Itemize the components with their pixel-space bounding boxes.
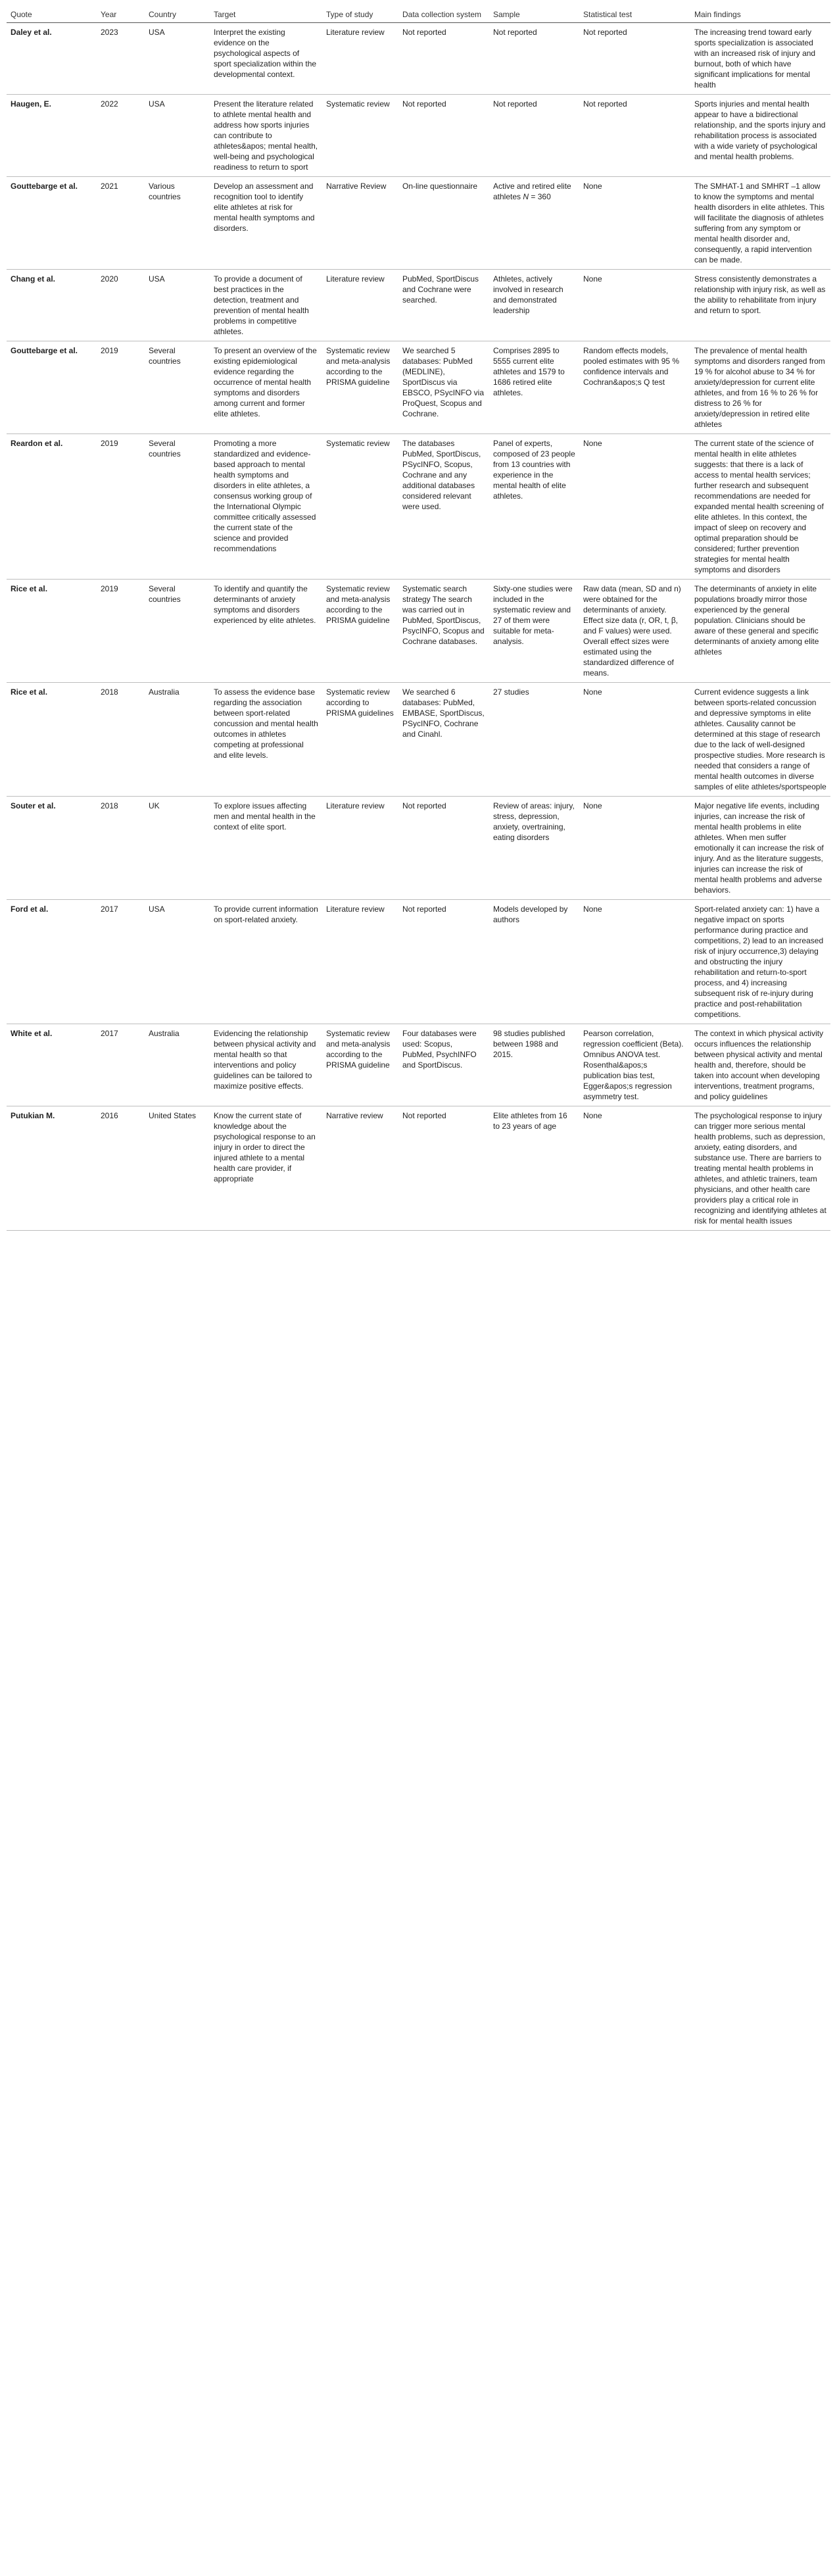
cell-main: The determinants of anxiety in elite populations broadly mirror those experienced by the general population. Clinicians should be aware of these general and specific determinants of anxiety among elite athletes	[690, 580, 830, 683]
cell-year: 2019	[97, 341, 145, 434]
cell-data: On-line questionnaire	[398, 177, 489, 270]
cell-data: Not reported	[398, 95, 489, 177]
cell-main: Sports injuries and mental health appear to have a bidirectional relationship, and the sports injury and rehabilitation process is associated with a wide variety of psychological and mental health problems.	[690, 95, 830, 177]
cell-quote: Rice et al.	[7, 683, 97, 797]
header-year: Year	[97, 7, 145, 23]
cell-main: Sport-related anxiety can: 1) have a negative impact on sports performance during practice and competitions, 2) lead to an increased risk of injury occurrence,3) delaying and obstructing the injury rehabilitation and return-to-sport process, and 4) increasing subsequent risk of re-injury during practice and post-rehabilitation competitions.	[690, 900, 830, 1024]
cell-type: Literature review	[322, 270, 398, 341]
cell-quote: Reardon et al.	[7, 434, 97, 580]
cell-year: 2018	[97, 683, 145, 797]
cell-data: Not reported	[398, 797, 489, 900]
header-data-collection: Data collection system	[398, 7, 489, 23]
cell-stat: None	[579, 270, 690, 341]
cell-data: Not reported	[398, 1106, 489, 1231]
cell-data: We searched 5 databases: PubMed (MEDLINE), SportDiscus via EBSCO, PSycINFO via ProQuest, Scopus and Cochrane.	[398, 341, 489, 434]
cell-data: The databases PubMed, SportDiscus, PSycINFO, Scopus, Cochrane and any additional databases considered relevant were used.	[398, 434, 489, 580]
cell-type: Narrative Review	[322, 177, 398, 270]
cell-target: Present the literature related to athlete mental health and address how sports injuries can contribute to athletes&apos; mental health, well-being and psychological readiness to return to sport	[210, 95, 322, 177]
cell-stat: Pearson correlation, regression coefficient (Beta). Omnibus ANOVA test. Rosenthal&apos;s publication bias test, Egger&apos;s regression asymmetry test.	[579, 1024, 690, 1106]
cell-type: Literature review	[322, 900, 398, 1024]
cell-country: Australia	[145, 1024, 210, 1106]
cell-main: The SMHAT-1 and SMHRT –1 allow to know the symptoms and mental health disorders in elite athletes. This will facilitate the diagnosis of athletes suffering from any symptom or mental health disorder and, consequently, a rapid intervention can be made.	[690, 177, 830, 270]
cell-quote: Daley et al.	[7, 23, 97, 95]
cell-data: Four databases were used: Scopus, PubMed, PsychINFO and SportDiscus.	[398, 1024, 489, 1106]
table-row	[7, 1024, 830, 1106]
cell-country: USA	[145, 23, 210, 95]
table-row	[7, 900, 830, 1024]
cell-data: Systematic search strategy The search was carried out in PubMed, SportDiscus, PsycINFO, Scopus and Cochrane databases.	[398, 580, 489, 683]
cell-data: Not reported	[398, 23, 489, 95]
cell-country: USA	[145, 270, 210, 341]
cell-sample: Panel of experts, composed of 23 people from 13 countries with experience in the mental health of elite athletes.	[489, 434, 579, 580]
cell-type: Systematic review	[322, 95, 398, 177]
cell-stat: Not reported	[579, 95, 690, 177]
cell-year: 2017	[97, 1024, 145, 1106]
cell-sample: Review of areas: injury, stress, depression, anxiety, overtraining, eating disorders	[489, 797, 579, 900]
cell-stat: Not reported	[579, 23, 690, 95]
cell-sample: Not reported	[489, 95, 579, 177]
cell-sample: 27 studies	[489, 683, 579, 797]
sample-count: = 360	[529, 192, 551, 201]
table-row	[7, 797, 830, 900]
cell-quote: Putukian M.	[7, 1106, 97, 1231]
cell-type: Narrative review	[322, 1106, 398, 1231]
cell-stat: None	[579, 434, 690, 580]
cell-main: The prevalence of mental health symptoms and disorders ranged from 19 % for alcohol abuse to 34 % for anxiety/depression for current elite athletes, and from 16 % to 26 % for distress to 26 % for anxiety/depression in retired elite athletes	[690, 341, 830, 434]
cell-country: USA	[145, 900, 210, 1024]
cell-main: The current state of the science of mental health in elite athletes suggests: that there is a lack of access to mental health services; further research and subsequent recommendations are needed for expanded mental health screening of elite athletes. In this context, the impact of sleep on recovery and optimal preparation should be considered; further prevention strategies for mental health symptoms and disorders	[690, 434, 830, 580]
cell-data: We searched 6 databases: PubMed, EMBASE, SportDiscus, PSycINFO, Cochrane and Cinahl.	[398, 683, 489, 797]
cell-main: The context in which physical activity occurs influences the relationship between physical activity and mental health and, therefore, should be taken into account when developing interventions, treatment programs, and policy guidelines	[690, 1024, 830, 1106]
cell-main: Current evidence suggests a link between sports-related concussion and depressive symptoms in elite athletes. Causality cannot be determined at this stage of research due to the lack of well-designed prospective studies. More research is needed that considers a range of mental health outcomes in diverse samples of elite athletes/sportspeople	[690, 683, 830, 797]
cell-stat: None	[579, 797, 690, 900]
cell-year: 2021	[97, 177, 145, 270]
cell-year: 2022	[97, 95, 145, 177]
table-body	[7, 23, 830, 1231]
cell-country: Australia	[145, 683, 210, 797]
cell-type: Systematic review and meta-analysis according to the PRISMA guideline	[322, 580, 398, 683]
header-target: Target	[210, 7, 322, 23]
table-row	[7, 683, 830, 797]
table-row	[7, 23, 830, 95]
cell-target: To identify and quantify the determinants of anxiety symptoms and disorders experienced by elite athletes.	[210, 580, 322, 683]
cell-stat: None	[579, 900, 690, 1024]
cell-sample: Elite athletes from 16 to 23 years of age	[489, 1106, 579, 1231]
table-row	[7, 95, 830, 177]
header-main-findings: Main findings	[690, 7, 830, 23]
cell-target: Develop an assessment and recognition tool to identify elite athletes at risk for mental health symptoms and disorders.	[210, 177, 322, 270]
cell-type: Literature review	[322, 23, 398, 95]
cell-type: Systematic review	[322, 434, 398, 580]
cell-target: To explore issues affecting men and mental health in the context of elite sport.	[210, 797, 322, 900]
header-statistical-test: Statistical test	[579, 7, 690, 23]
cell-main: Stress consistently demonstrates a relationship with injury risk, as well as the ability to rehabilitate from injury and return to sport.	[690, 270, 830, 341]
cell-sample: Sixty-one studies were included in the systematic review and 27 of them were suitable for meta-analysis.	[489, 580, 579, 683]
table-row	[7, 341, 830, 434]
cell-target: Promoting a more standardized and evidence-based approach to mental health symptoms and disorders in elite athletes, a consensus working group of the International Olympic committee critically assessed the current state of the science and provided recommendations	[210, 434, 322, 580]
cell-quote: Gouttebarge et al.	[7, 177, 97, 270]
cell-country: Several countries	[145, 341, 210, 434]
header-row	[7, 7, 830, 23]
cell-target: Know the current state of knowledge about the psychological response to an injury in order to direct the injured athlete to a mental health care provider, if appropriate	[210, 1106, 322, 1231]
cell-quote: Chang et al.	[7, 270, 97, 341]
cell-stat: None	[579, 683, 690, 797]
table-row	[7, 434, 830, 580]
cell-country: Several countries	[145, 434, 210, 580]
cell-quote: Ford et al.	[7, 900, 97, 1024]
cell-year: 2018	[97, 797, 145, 900]
cell-year: 2019	[97, 580, 145, 683]
header-country: Country	[145, 7, 210, 23]
cell-country: Several countries	[145, 580, 210, 683]
cell-sample: Models developed by authors	[489, 900, 579, 1024]
cell-target: To provide current information on sport-related anxiety.	[210, 900, 322, 1024]
table-row	[7, 270, 830, 341]
cell-country: Various countries	[145, 177, 210, 270]
cell-year: 2019	[97, 434, 145, 580]
cell-country: UK	[145, 797, 210, 900]
review-table	[7, 7, 830, 1231]
cell-type: Systematic review and meta-analysis according to the PRISMA guideline	[322, 341, 398, 434]
cell-sample: 98 studies published between 1988 and 2015.	[489, 1024, 579, 1106]
cell-sample	[489, 177, 579, 270]
cell-type: Systematic review and meta-analysis according to the PRISMA guideline	[322, 1024, 398, 1106]
cell-data: PubMed, SportDiscus and Cochrane were searched.	[398, 270, 489, 341]
header-sample: Sample	[489, 7, 579, 23]
cell-quote: Gouttebarge et al.	[7, 341, 97, 434]
cell-sample: Comprises 2895 to 5555 current elite athletes and 1579 to 1686 retired elite athletes.	[489, 341, 579, 434]
cell-sample: Not reported	[489, 23, 579, 95]
cell-stat: None	[579, 177, 690, 270]
cell-main: Major negative life events, including injuries, can increase the risk of mental health problems in elite athletes. When men suffer emotionally it can increase the risk of injury. And as the literature suggests, injuries can increase the risk of mental health problems and adverse behaviors.	[690, 797, 830, 900]
cell-target: Interpret the existing evidence on the psychological aspects of sport specialization within the developmental context.	[210, 23, 322, 95]
cell-stat: Raw data (mean, SD and n) were obtained for the determinants of anxiety. Effect size data (r, OR, t, β, and F values) were used. Overall effect sizes were estimated using the standardized difference of means.	[579, 580, 690, 683]
cell-year: 2017	[97, 900, 145, 1024]
cell-quote: Souter et al.	[7, 797, 97, 900]
cell-target: Evidencing the relationship between physical activity and mental health so that interventions and policy guidelines can be tailored to maximize positive effects.	[210, 1024, 322, 1106]
cell-country: USA	[145, 95, 210, 177]
sample-n-symbol: N	[523, 192, 529, 201]
cell-data: Not reported	[398, 900, 489, 1024]
table-row	[7, 1106, 830, 1231]
cell-target: To assess the evidence base regarding the association between sport-related concussion and mental health outcomes in athletes competing at professional and elite levels.	[210, 683, 322, 797]
cell-year: 2020	[97, 270, 145, 341]
table-header	[7, 7, 830, 23]
cell-sample: Athletes, actively involved in research and demonstrated leadership	[489, 270, 579, 341]
cell-year: 2023	[97, 23, 145, 95]
cell-main: The psychological response to injury can trigger more serious mental health problems, such as depression, anxiety, eating disorders, and substance use. There are barriers to treating mental health problems in athletes, and athletic trainers, team physicians, and other health care providers play a critical role in recognizing and identifying athletes at risk for mental health issues	[690, 1106, 830, 1231]
cell-year: 2016	[97, 1106, 145, 1231]
cell-stat: Random effects models, pooled estimates with 95 % confidence intervals and Cochran&apos;s Q test	[579, 341, 690, 434]
cell-type: Systematic review according to PRISMA guidelines	[322, 683, 398, 797]
table-row	[7, 580, 830, 683]
header-type-of-study: Type of study	[322, 7, 398, 23]
header-quote: Quote	[7, 7, 97, 23]
cell-country: United States	[145, 1106, 210, 1231]
table-row	[7, 177, 830, 270]
cell-type: Literature review	[322, 797, 398, 900]
sample-text: Active and retired elite athletes	[493, 182, 571, 201]
cell-quote: Rice et al.	[7, 580, 97, 683]
cell-target: To present an overview of the existing epidemiological evidence regarding the occurrence of mental health symptoms and disorders among current and former elite athletes.	[210, 341, 322, 434]
cell-target: To provide a document of best practices in the detection, treatment and prevention of mental health problems in competitive athletes.	[210, 270, 322, 341]
cell-quote: White et al.	[7, 1024, 97, 1106]
cell-stat: None	[579, 1106, 690, 1231]
cell-main: The increasing trend toward early sports specialization is associated with an increased risk of injury and burnout, both of which have significant implications for mental health	[690, 23, 830, 95]
cell-quote: Haugen, E.	[7, 95, 97, 177]
